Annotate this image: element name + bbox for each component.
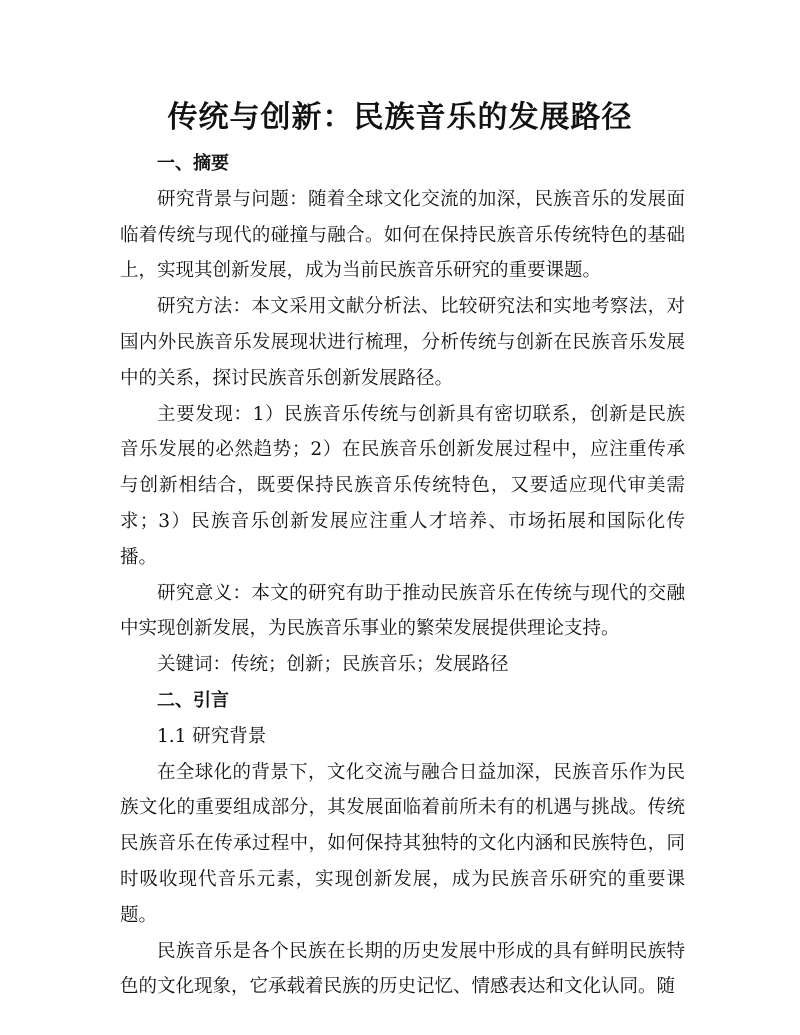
abstract-paragraph-findings: 主要发现：1）民族音乐传统与创新具有密切联系，创新是民族音乐发展的必然趋势；2）在民族音乐创新发展过程中，应注重传承与创新相结合，既要保持民族音乐传统特色，又要适应现代审美需求；3）民族音乐创新发展应注重人才培养、市场拓展和国际化传播。 — [120, 403, 685, 568]
introduction-paragraph-2: 民族音乐是各个民族在长期的历史发展中形成的具有鲜明民族特色的文化现象，它承载着民族的历史记忆、情感表达和文化认同。随 — [120, 940, 685, 998]
introduction-subheading-background: 1.1 研究背景 — [157, 725, 267, 747]
introduction-heading: 二、引言 — [157, 689, 229, 711]
introduction-paragraph-1: 在全球化的背景下，文化交流与融合日益加深，民族音乐作为民族文化的重要组成部分，其发展面临着前所未有的机遇与挑战。传统民族音乐在传承过程中，如何保持其独特的文化内涵和民族特色，同时吸收现代音乐元素，实现创新发展，成为民族音乐研究的重要课题。 — [120, 761, 685, 926]
abstract-paragraph-methods: 研究方法：本文采用文献分析法、比较研究法和实地考察法，对国内外民族音乐发展现状进行梳理，分析传统与创新在民族音乐发展中的关系，探讨民族音乐创新发展路径。 — [120, 296, 685, 389]
document-body — [120, 146, 685, 1005]
abstract-paragraph-significance: 研究意义：本文的研究有助于推动民族音乐在传统与现代的交融中实现创新发展，为民族音乐事业的繁荣发展提供理论支持。 — [120, 582, 685, 640]
abstract-paragraph-background: 研究背景与问题：随着全球文化交流的加深，民族音乐的发展面临着传统与现代的碰撞与融合。如何在保持民族音乐传统特色的基础上，实现其创新发展，成为当前民族音乐研究的重要课题。 — [120, 188, 685, 282]
keywords-line: 关键词：传统；创新；民族音乐；发展路径 — [157, 654, 509, 676]
abstract-heading: 一、摘要 — [157, 153, 229, 174]
document-title: 传统与创新：民族音乐的发展路径 — [167, 100, 633, 135]
